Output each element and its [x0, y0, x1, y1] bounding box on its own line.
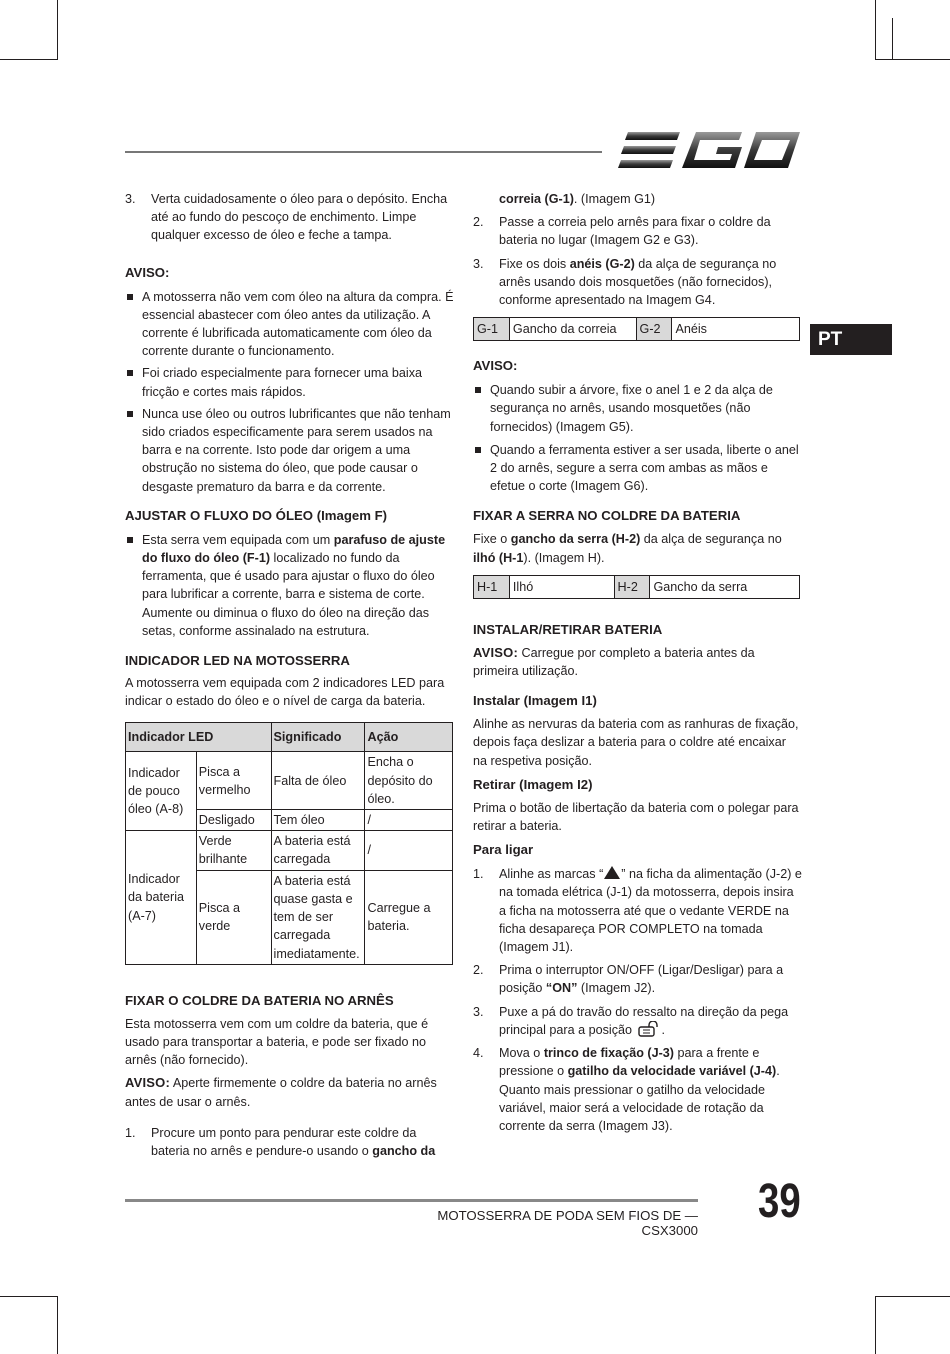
crop-mark: [875, 1296, 950, 1297]
table-cell: Carregue a bateria.: [365, 870, 453, 964]
warning-list: [125, 288, 455, 496]
table-cell: A bateria está quase gasta e tem de ser carregada imediatamente.: [271, 870, 365, 964]
step-list: [125, 1124, 455, 1160]
table-row: [126, 752, 453, 810]
table-cell: Encha o depósito do óleo.: [365, 752, 453, 810]
page-number: 39: [758, 1175, 801, 1228]
section-heading: FIXAR A SERRA NO COLDRE DA BATERIA: [473, 508, 741, 524]
list-item: Foi criado especialmente para fornecer uma baixa fricção e cortes mais rápidos.: [125, 364, 455, 400]
table-cell: Desligado: [196, 810, 271, 831]
list-item: 1. Procure um ponto para pendurar este coldre da bateria no arnês e pendure-o usando o gancho da: [125, 1125, 436, 1158]
table-header: Ação: [365, 723, 453, 752]
parts-table-h: [473, 575, 800, 599]
paragraph: Fixe o gancho da serra (H-2) da alça de segurança no ilhó (H-1). (Imagem H).: [473, 532, 782, 565]
paragraph: Prima o botão de libertação da bateria com o polegar para retirar a bateria.: [473, 800, 799, 834]
step-list: [473, 190, 803, 309]
crop-mark: [0, 59, 58, 60]
paragraph: Esta motosserra vem com um coldre da bateria, que é usado para transportar a bateria, e pode ser fixado no arnês (não fornecido).: [125, 1016, 429, 1068]
list-item: A motosserra não vem com óleo na altura da compra. É essencial abastecer com óleo antes da utilização. A corrente é lubrificada automaticamente com óleo da corrente durante o funcionamento.: [125, 288, 455, 361]
table-cell: Verde brilhante: [196, 831, 271, 870]
section-heading: AVISO:: [473, 358, 518, 374]
list-item: Nunca use óleo ou outros lubrificantes que não tenham sido criados especificamente para serem usados na barra e na corrente. Isto pode dar origem a uma obstrução no sistema do óleo, que pode causar o desgaste prematuro da barra e da corrente.: [125, 405, 455, 496]
table-cell: H-1: [474, 575, 510, 598]
table-cell: G-1: [474, 318, 510, 341]
paragraph: A motosserra vem equipada com 2 indicadores LED para indicar o estado do óleo e o nível de carga da bateria.: [125, 676, 445, 709]
list-item: Esta serra vem equipada com um parafuso de ajuste do fluxo do óleo (F-1) localizado no fundo da ferramenta, que é usado para ajustar o fluxo do óleo para lubrificar a corrente, barra e sistema de corte. Aumente ou diminua o fluxo do óleo na direção das setas, conforme assinalado na estrutura.: [125, 531, 455, 640]
section-heading: FIXAR O COLDRE DA BATERIA NO ARNÊS: [125, 992, 394, 1008]
table-row: [474, 318, 800, 341]
crop-mark: [875, 1296, 876, 1354]
table-cell: /: [365, 810, 453, 831]
table-cell: Pisca a vermelho: [196, 752, 271, 810]
crop-mark: [892, 18, 893, 60]
crop-mark: [0, 1296, 58, 1297]
unlock-brake-icon: [638, 1021, 662, 1037]
parts-table-g: [473, 317, 800, 341]
paragraph: Alinhe as nervuras da bateria com as ranhuras de fixação, depois faça deslizar a bateria para o coldre até encaixar na respetiva posição.: [473, 717, 799, 768]
crop-mark: [57, 1296, 58, 1354]
list-item: 3. Puxe a pá do travão do ressalto na direção da pega principal para a posição .: [473, 1004, 789, 1037]
subheading: Instalar (Imagem I1): [473, 693, 597, 709]
section-heading: AJUSTAR O FLUXO DO ÓLEO (Imagem F): [125, 507, 388, 523]
led-table: [125, 722, 453, 964]
table-cell: Ilhó: [509, 575, 614, 598]
crop-mark: [875, 0, 876, 60]
list-item: correia (G-1). (Imagem G1): [499, 192, 656, 206]
crop-mark: [57, 0, 58, 60]
table-cell: /: [365, 831, 453, 870]
warning-list: [473, 381, 803, 495]
crop-mark: [875, 59, 950, 60]
section-heading: AVISO:: [125, 264, 170, 280]
list-item: Quando subir a árvore, fixe o anel 1 e 2 da alça de segurança no arnês, usando mosquetões (não fornecidos) (Imagem G5).: [473, 381, 803, 436]
list-item: 3. Fixe os dois anéis (G-2) da alça de segurança no arnês usando dois mosquetões (não fornecidos), conforme apresentado na Imagem G4.: [473, 256, 777, 308]
list-item: 1. Alinhe as marcas “ ” na ficha da alimentação (J-2) e na tomada elétrica (J-1) da motosserra, depois insira a ficha na motosserra até que o vedante VERDE na ficha desapareça POR COMPLETO na tomada (Imagem J1).: [473, 867, 802, 955]
warning-paragraph: AVISO: Carregue por completo a bateria antes da primeira utilização.: [473, 644, 755, 679]
table-row: [474, 575, 800, 598]
triangle-mark-icon: [604, 866, 620, 879]
table-row: [126, 831, 453, 870]
list-item: 2. Passe a correia pelo arnês para fixar o coldre da bateria no lugar (Imagem G2 e G3).: [473, 215, 771, 248]
table-cell: Indicador da bateria (A-7): [126, 831, 197, 964]
table-cell: Falta de óleo: [271, 752, 365, 810]
table-cell: G-2: [636, 318, 672, 341]
list-item: Quando a ferramenta estiver a ser usada, liberte o anel 2 do arnês, segure a serra com ambas as mãos e efetue o corte (Imagem G6).: [473, 441, 803, 496]
table-cell: Pisca a verde: [196, 870, 271, 964]
flow-list: [125, 531, 455, 640]
left-column: [125, 190, 455, 1160]
subheading: Retirar (Imagem I2): [473, 776, 593, 792]
step-list: [473, 865, 803, 1135]
right-column: [473, 190, 803, 1135]
table-cell: Indicador de pouco óleo (A-8): [126, 752, 197, 831]
section-heading: INSTALAR/RETIRAR BATERIA: [473, 621, 663, 637]
header-rule: [125, 151, 602, 153]
table-cell: A bateria está carregada: [271, 831, 365, 870]
table-header: Significado: [271, 723, 365, 752]
list-item: 4. Mova o trinco de fixação (J-3) para a frente e pressione o gatilho da velocidade variável (J-4). Quanto mais pressionar o gatilho da velocidade variável, maior será a velocidade de rotação da corrente da serra (Imagem J3).: [473, 1046, 780, 1133]
table-cell: Gancho da correia: [509, 318, 636, 341]
step-list: [125, 190, 455, 245]
table-cell: Gancho da serra: [650, 575, 800, 598]
section-heading: INDICADOR LED NA MOTOSSERRA: [125, 653, 350, 669]
list-item: 3. Verta cuidadosamente o óleo para o depósito. Encha até ao fundo do pescoço de enchimento. Limpe qualquer excesso de óleo e feche a tampa.: [125, 192, 448, 243]
subheading: Para ligar: [473, 842, 534, 858]
table-cell: H-2: [614, 575, 650, 598]
table-header: Indicador LED: [126, 723, 272, 752]
table-cell: Anéis: [672, 318, 800, 341]
warning-paragraph: AVISO: Aperte firmemente o coldre da bateria no arnês antes de usar o arnês.: [125, 1075, 437, 1109]
ego-logo: [618, 130, 800, 172]
footer-rule: [125, 1199, 698, 1202]
footer-title: MOTOSSERRA DE PODA SEM FIOS DE — CSX3000: [437, 1208, 698, 1238]
list-item: 2. Prima o interruptor ON/OFF (Ligar/Desligar) para a posição “ON” (Imagem J2).: [473, 963, 784, 996]
table-cell: Tem óleo: [271, 810, 365, 831]
language-tab: PT: [810, 324, 892, 355]
